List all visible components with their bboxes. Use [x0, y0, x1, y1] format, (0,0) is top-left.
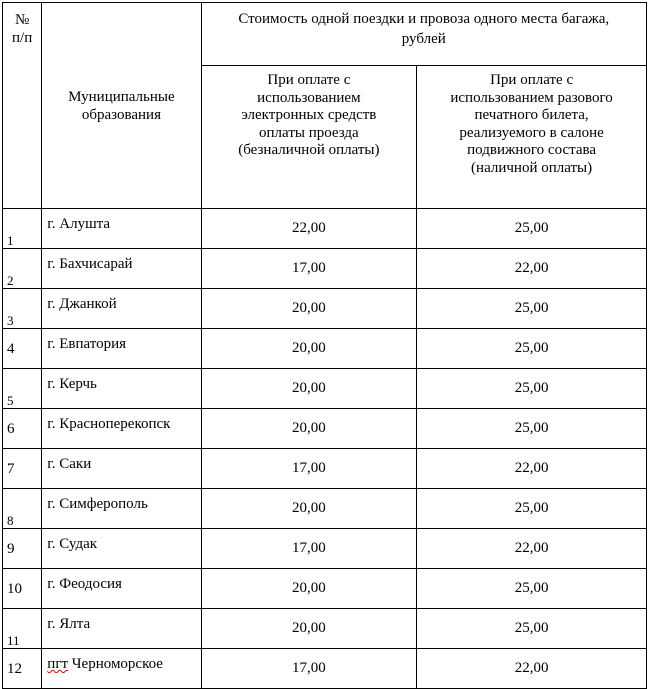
electronic-fare: 20,00 [201, 289, 417, 329]
cash-fare: 25,00 [417, 489, 647, 529]
municipality-cell [42, 289, 201, 329]
table-row [3, 369, 647, 409]
header-cost [201, 3, 646, 66]
header-num-text: № п/п [12, 12, 33, 46]
electronic-fare: 17,00 [201, 649, 417, 689]
header-row-top [3, 3, 647, 66]
municipality-name: г. Бахчисарай [47, 256, 133, 272]
electronic-fare: 20,00 [201, 609, 417, 649]
table-row [3, 609, 647, 649]
municipality-name: г. Керчь [47, 376, 97, 392]
electronic-fare: 22,00 [201, 209, 417, 249]
municipality-cell [42, 369, 201, 409]
cash-fare: 25,00 [417, 289, 647, 329]
electronic-fare: 20,00 [201, 409, 417, 449]
cash-fare: 25,00 [417, 369, 647, 409]
table-row [3, 409, 647, 449]
municipality-name: г. Саки [47, 456, 92, 472]
cash-fare: 25,00 [417, 569, 647, 609]
electronic-fare: 17,00 [201, 449, 417, 489]
municipality-cell [42, 569, 201, 609]
municipality-cell [42, 329, 201, 369]
municipality-name: г. Евпатория [47, 336, 127, 352]
municipality-cell [42, 609, 201, 649]
row-number: 1 [3, 209, 42, 249]
electronic-fare: 20,00 [201, 569, 417, 609]
header-electronic-text: При оплате с использованием электронных средств оплаты проезда (безналичной оплаты) [238, 72, 380, 158]
row-number: 2 [3, 249, 42, 289]
cash-fare: 22,00 [417, 249, 647, 289]
row-number: 4 [3, 329, 42, 369]
cash-fare: 22,00 [417, 529, 647, 569]
cash-fare: 25,00 [417, 409, 647, 449]
municipality-name: г. Джанкой [47, 296, 117, 312]
municipality-name: г. Красноперекопск [47, 416, 171, 432]
row-number: 6 [3, 409, 42, 449]
row-number: 3 [3, 289, 42, 329]
municipality-name: г. Феодосия [47, 576, 122, 592]
municipality-cell [42, 649, 201, 689]
municipality-name: г. Алушта [47, 216, 111, 232]
table-row [3, 489, 647, 529]
municipality-cell [42, 209, 201, 249]
table-row [3, 289, 647, 329]
cash-fare: 25,00 [417, 609, 647, 649]
table-row [3, 249, 647, 289]
table-row [3, 329, 647, 369]
table-row [3, 529, 647, 569]
row-number: 10 [3, 569, 42, 609]
table-row [3, 569, 647, 609]
header-cost-text: Стоимость одной поездки и провоза одного места багажа, рублей [238, 11, 610, 47]
table-row [3, 449, 647, 489]
electronic-fare: 20,00 [201, 329, 417, 369]
cash-fare: 25,00 [417, 209, 647, 249]
row-number: 11 [3, 609, 42, 649]
municipality-cell [42, 489, 201, 529]
electronic-fare: 20,00 [201, 369, 417, 409]
table-row [3, 209, 647, 249]
municipality-cell [42, 249, 201, 289]
electronic-fare: 17,00 [201, 529, 417, 569]
row-number: 12 [3, 649, 42, 689]
fare-table [2, 2, 647, 689]
header-municipality [42, 3, 201, 209]
header-electronic [201, 66, 417, 209]
municipality-name: г. Симферополь [47, 496, 148, 512]
electronic-fare: 20,00 [201, 489, 417, 529]
row-number: 9 [3, 529, 42, 569]
municipality-cell [42, 529, 201, 569]
cash-fare: 25,00 [417, 329, 647, 369]
cash-fare: 22,00 [417, 449, 647, 489]
header-cash-text: При оплате с использованием разового печатного билета, реализуемого в салоне подвижного состава (наличной оплаты) [450, 72, 613, 176]
header-cash [417, 66, 647, 209]
row-number: 7 [3, 449, 42, 489]
row-number: 8 [3, 489, 42, 529]
municipality-prefix: пгт [47, 656, 69, 672]
header-num [3, 3, 42, 209]
table-row [3, 649, 647, 689]
municipality-cell [42, 449, 201, 489]
row-number: 5 [3, 369, 42, 409]
electronic-fare: 17,00 [201, 249, 417, 289]
municipality-name: г. Судак [47, 536, 98, 552]
header-municipality-text: Муниципальные образования [68, 88, 175, 123]
municipality-name: г. Ялта [47, 616, 91, 632]
cash-fare: 22,00 [417, 649, 647, 689]
municipality-name: Черноморское [68, 656, 163, 672]
municipality-cell [42, 409, 201, 449]
